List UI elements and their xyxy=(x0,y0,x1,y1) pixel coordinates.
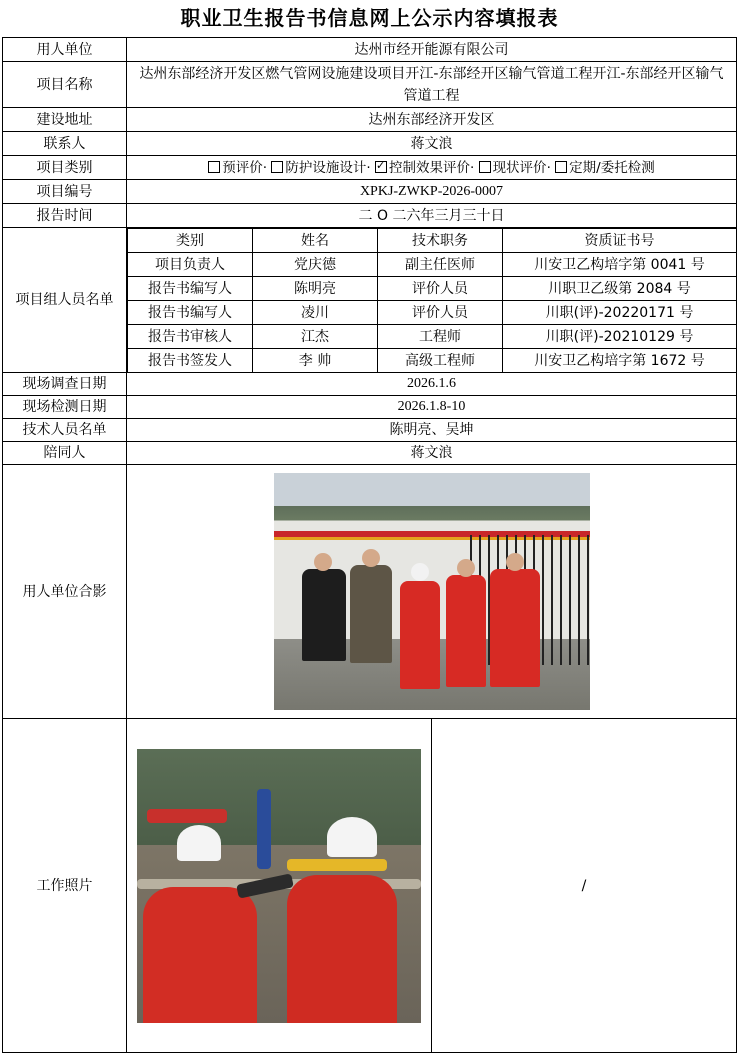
work-photo-image xyxy=(137,749,421,1023)
technicians-value: 陈明亮、吴坤 xyxy=(127,419,737,442)
person-figure xyxy=(446,575,486,687)
member-role: 报告书审核人 xyxy=(128,325,253,349)
address-label: 建设地址 xyxy=(3,108,127,132)
member-cert: 川安卫乙构培字第 1672 号 xyxy=(503,349,737,373)
team-cell xyxy=(127,228,737,373)
option-status-eval: 现状评价 xyxy=(492,159,547,176)
checkbox-icon[interactable] xyxy=(208,161,220,173)
member-title: 高级工程师 xyxy=(378,349,503,373)
employer-value: 达州市经开能源有限公司 xyxy=(127,38,737,62)
member-title: 工程师 xyxy=(378,325,503,349)
instrument-shape xyxy=(236,873,294,898)
team-member-row xyxy=(128,301,737,325)
info-table xyxy=(2,37,737,1053)
row-report-date xyxy=(3,204,737,228)
member-title: 评价人员 xyxy=(378,301,503,325)
person-head xyxy=(506,553,524,571)
group-photo-cell xyxy=(127,465,737,719)
worker-helmet xyxy=(177,825,221,861)
project-code-label: 项目编号 xyxy=(3,180,127,204)
row-project-type xyxy=(3,156,737,180)
member-cert: 川职卫乙级第 2084 号 xyxy=(503,277,737,301)
contact-value: 蒋文浪 xyxy=(127,132,737,156)
report-date-value: 二 O 二六年三月三十日 xyxy=(127,204,737,228)
member-name: 党庆德 xyxy=(253,253,378,277)
test-date-value: 2026.1.8-10 xyxy=(127,396,737,419)
worker-helmet xyxy=(327,817,377,857)
checkbox-icon[interactable] xyxy=(271,161,283,173)
team-header: 姓名 xyxy=(253,229,378,253)
address-value: 达州东部经济开发区 xyxy=(127,108,737,132)
option-control-effect: 控制效果评价 xyxy=(388,159,470,176)
member-cert: 川职(评)-20210129 号 xyxy=(503,325,737,349)
team-member-row xyxy=(128,349,737,373)
work-photos-label: 工作照片 xyxy=(3,719,127,1053)
team-header-row xyxy=(128,229,737,253)
row-group-photo xyxy=(3,465,737,719)
member-name: 凌川 xyxy=(253,301,378,325)
survey-date-label: 现场调查日期 xyxy=(3,373,127,396)
technicians-label: 技术人员名单 xyxy=(3,419,127,442)
member-name: 陈明亮 xyxy=(253,277,378,301)
row-technicians xyxy=(3,419,737,442)
work-photo-cell xyxy=(127,719,432,1053)
checkbox-icon[interactable] xyxy=(555,161,567,173)
option-periodic-test: 定期/委托检测 xyxy=(569,159,655,176)
team-label: 项目组人员名单 xyxy=(3,228,127,373)
row-employer xyxy=(3,38,737,62)
team-member-row xyxy=(128,277,737,301)
person-head xyxy=(314,553,332,571)
checkbox-icon[interactable] xyxy=(479,161,491,173)
team-member-row xyxy=(128,253,737,277)
worker-figure xyxy=(143,887,257,1023)
person-figure xyxy=(302,569,346,661)
row-project-code xyxy=(3,180,737,204)
member-role: 报告书编写人 xyxy=(128,277,253,301)
member-role: 报告书签发人 xyxy=(128,349,253,373)
project-name-value: 达州东部经济开发区燃气管网设施建设项目开江-东部经开区输气管道工程开江-东部经开区输气管道工程 xyxy=(127,62,737,108)
survey-date-value: 2026.1.6 xyxy=(127,373,737,396)
contact-label: 联系人 xyxy=(3,132,127,156)
row-work-photos xyxy=(3,719,737,1053)
project-type-options: 预评价· 防护设施设计· ✓控制效果评价· 现状评价· 定期/委托检测 xyxy=(127,156,737,180)
project-code-value: XPKJ-ZWKP-2026-0007 xyxy=(127,180,737,204)
person-figure xyxy=(400,581,440,689)
work-photo-empty-cell: / xyxy=(432,719,737,1053)
pipe-shape xyxy=(147,809,227,823)
member-name: 李 帅 xyxy=(253,349,378,373)
member-cert: 川职(评)-20220171 号 xyxy=(503,301,737,325)
row-address xyxy=(3,108,737,132)
group-photo-label: 用人单位合影 xyxy=(3,465,127,719)
person-head xyxy=(457,559,475,577)
pipe-shape xyxy=(257,789,271,869)
accompany-label: 陪同人 xyxy=(3,442,127,465)
row-project-name xyxy=(3,62,737,108)
member-cert: 川安卫乙构培字第 0041 号 xyxy=(503,253,737,277)
worker-figure xyxy=(287,875,397,1023)
member-role: 项目负责人 xyxy=(128,253,253,277)
team-header: 资质证书号 xyxy=(503,229,737,253)
member-title: 评价人员 xyxy=(378,277,503,301)
project-type-label: 项目类别 xyxy=(3,156,127,180)
test-date-label: 现场检测日期 xyxy=(3,396,127,419)
row-contact xyxy=(3,132,737,156)
option-protection-design: 防护设施设计 xyxy=(285,159,367,176)
member-title: 副主任医师 xyxy=(378,253,503,277)
pipe-shape xyxy=(287,859,387,871)
member-name: 江杰 xyxy=(253,325,378,349)
person-helmet xyxy=(411,563,429,581)
row-team xyxy=(3,228,737,373)
team-member-row xyxy=(128,325,737,349)
team-header: 技术职务 xyxy=(378,229,503,253)
team-table xyxy=(127,228,736,372)
team-header: 类别 xyxy=(128,229,253,253)
page-title: 职业卫生报告书信息网上公示内容填报表 xyxy=(180,6,559,30)
person-figure xyxy=(490,569,540,687)
group-photo-image xyxy=(274,473,590,710)
row-survey-date xyxy=(3,373,737,396)
employer-label: 用人单位 xyxy=(3,38,127,62)
member-role: 报告书编写人 xyxy=(128,301,253,325)
row-accompany xyxy=(3,442,737,465)
checked-checkbox-icon[interactable] xyxy=(375,161,387,173)
option-pre-eval: 预评价 xyxy=(222,159,263,176)
project-name-label: 项目名称 xyxy=(3,62,127,108)
row-test-date xyxy=(3,396,737,419)
report-date-label: 报告时间 xyxy=(3,204,127,228)
person-head xyxy=(362,549,380,567)
person-figure xyxy=(350,565,392,663)
accompany-value: 蒋文浪 xyxy=(127,442,737,465)
